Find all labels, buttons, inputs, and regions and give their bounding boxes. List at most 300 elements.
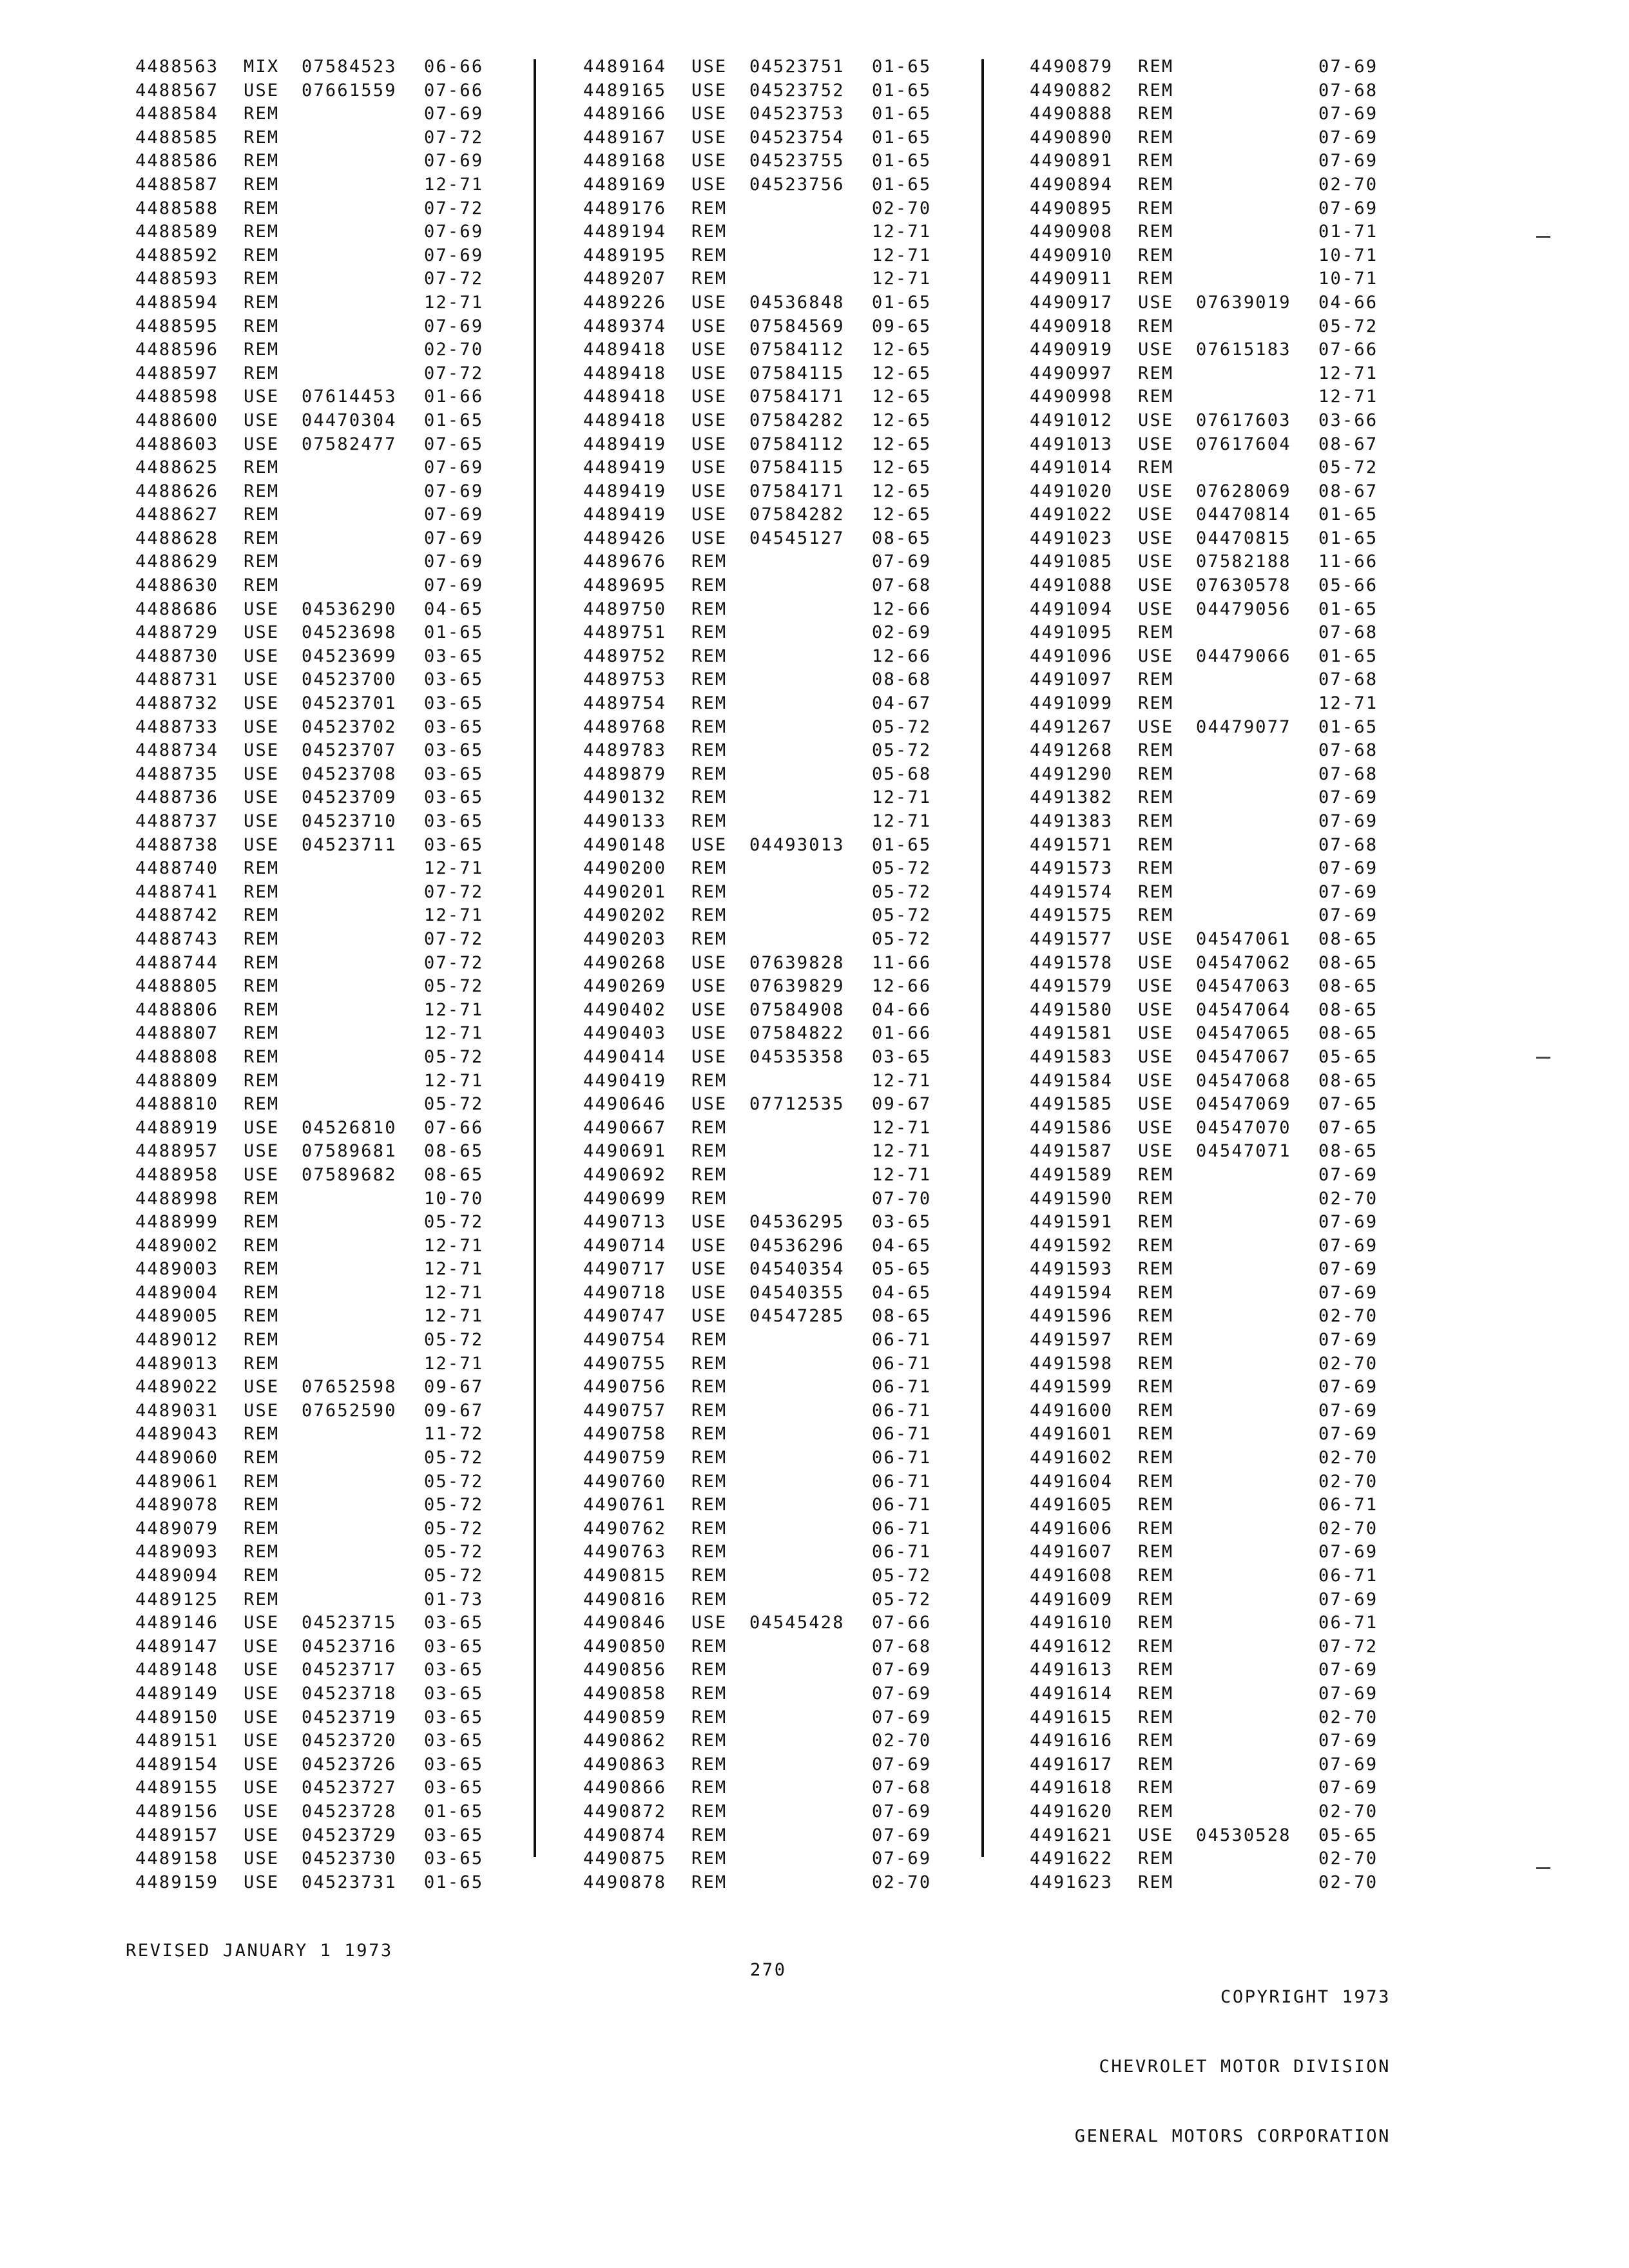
part-number: 4490919 [1030,340,1113,360]
table-row [1030,385,1389,409]
action-code: REM [691,1801,728,1821]
part-number: 4489418 [583,410,667,430]
part-number: 4490846 [583,1613,667,1633]
replacement-part-number: 07652598 [302,1377,397,1398]
table-row [135,503,495,527]
table-row [135,433,495,457]
effective-date: 12-66 [872,976,932,997]
action-code: REM [1138,1683,1174,1704]
effective-date: 07-66 [1318,340,1378,360]
effective-date: 12-71 [424,1023,484,1044]
part-number: 4489003 [135,1259,219,1280]
table-row [135,975,495,999]
part-number: 4490755 [583,1353,667,1374]
action-code: REM [244,1495,280,1515]
part-number: 4489752 [583,646,667,666]
table-row [583,1211,943,1235]
replacement-part-number: 04470814 [1196,505,1291,525]
part-number: 4491591 [1030,1212,1113,1233]
parts-column-2 [583,55,943,1894]
effective-date: 07-69 [1318,1259,1378,1280]
replacement-part-number: 04547065 [1196,1023,1291,1044]
part-number: 4489176 [583,198,667,218]
replacement-part-number: 07584282 [749,410,845,430]
part-number: 4491587 [1030,1141,1113,1162]
table-row [1030,1187,1389,1211]
table-row [583,79,943,103]
part-number: 4490862 [583,1731,667,1751]
part-number: 4490863 [583,1754,667,1774]
table-row [583,173,943,197]
part-number: 4490998 [1030,387,1113,407]
part-number: 4488744 [135,952,219,973]
table-row [1030,149,1389,173]
part-number: 4490414 [583,1046,667,1067]
part-number: 4488627 [135,505,219,525]
table-row [1030,315,1389,339]
action-code: REM [1138,174,1174,195]
action-code: REM [244,1448,280,1468]
effective-date: 08-65 [872,1306,932,1327]
effective-date: 04-66 [1318,292,1378,312]
table-row [1030,1611,1389,1635]
replacement-part-number: 04523754 [749,127,845,148]
effective-date: 08-65 [1318,976,1378,997]
part-number: 4490895 [1030,198,1113,218]
part-number: 4489165 [583,80,667,101]
effective-date: 10-71 [1318,245,1378,265]
action-code: USE [1138,928,1174,949]
replacement-part-number: 04540355 [749,1282,845,1303]
table-row [135,1564,495,1588]
replacement-part-number: 04523708 [302,764,397,784]
replacement-part-number: 04523756 [749,174,845,195]
effective-date: 07-69 [424,104,484,124]
action-code: USE [244,599,280,619]
effective-date: 05-72 [424,1542,484,1562]
effective-date: 03-65 [424,1636,484,1657]
effective-date: 12-65 [872,434,932,454]
part-number: 4489419 [583,434,667,454]
action-code: REM [1138,1849,1174,1869]
part-number: 4489151 [135,1731,219,1751]
action-code: REM [244,245,280,265]
part-number: 4490691 [583,1141,667,1162]
part-number: 4488730 [135,646,219,666]
action-code: USE [244,434,280,454]
action-code: USE [244,1731,280,1751]
table-row [583,503,943,527]
action-code: USE [244,1613,280,1633]
action-code: REM [691,1707,728,1727]
effective-date: 07-69 [872,1660,932,1680]
effective-date: 01-71 [1318,222,1378,242]
scan-margin-mark [1536,1057,1550,1059]
part-number: 4488588 [135,198,219,218]
table-row [583,975,943,999]
action-code: REM [691,599,728,619]
action-code: MIX [244,57,280,77]
table-row [583,1022,943,1046]
table-row [135,857,495,881]
effective-date: 02-70 [1318,1849,1378,1869]
action-code: REM [691,787,728,808]
effective-date: 02-70 [1318,1707,1378,1727]
part-number: 4489754 [583,693,667,714]
table-row [1030,645,1389,669]
effective-date: 07-69 [1318,1424,1378,1445]
replacement-part-number: 04523752 [749,80,845,101]
effective-date: 05-72 [872,740,932,761]
action-code: REM [244,222,280,242]
effective-date: 05-72 [424,1471,484,1492]
table-row [135,1046,495,1070]
table-row [1030,79,1389,103]
action-code: REM [244,457,280,478]
part-number: 4491575 [1030,905,1113,926]
table-row [1030,1729,1389,1753]
replacement-part-number: 07582188 [1196,552,1291,572]
part-number: 4490850 [583,1636,667,1657]
effective-date: 02-69 [872,622,932,643]
replacement-part-number: 04547063 [1196,976,1291,997]
part-number: 4489676 [583,552,667,572]
table-row [135,1658,495,1682]
table-row [1030,1282,1389,1305]
action-code: USE [244,1141,280,1162]
part-number: 4490667 [583,1117,667,1138]
effective-date: 07-72 [424,881,484,902]
action-code: REM [1138,1235,1174,1256]
effective-date: 07-69 [872,1754,932,1774]
part-number: 4488600 [135,410,219,430]
table-row [135,810,495,834]
part-number: 4490879 [1030,57,1113,77]
action-code: USE [691,976,728,997]
effective-date: 12-65 [872,505,932,525]
part-number: 4488598 [135,387,219,407]
effective-date: 03-65 [424,1613,484,1633]
table-row [1030,999,1389,1023]
effective-date: 02-70 [872,198,932,218]
part-number: 4491382 [1030,787,1113,808]
effective-date: 07-69 [872,1849,932,1869]
part-number: 4491594 [1030,1282,1113,1303]
table-row [135,126,495,150]
table-row [135,716,495,740]
table-row [583,1658,943,1682]
effective-date: 05-72 [872,905,932,926]
table-row [135,1541,495,1564]
action-code: REM [244,1471,280,1492]
effective-date: 07-69 [1318,1542,1378,1562]
action-code: REM [244,104,280,124]
part-number: 4490200 [583,858,667,879]
effective-date: 02-70 [1318,174,1378,195]
table-row [1030,1140,1389,1164]
part-number: 4489169 [583,174,667,195]
effective-date: 08-65 [872,528,932,548]
action-code: USE [691,127,728,148]
effective-date: 07-72 [424,198,484,218]
effective-date: 12-71 [872,269,932,289]
replacement-part-number: 04523755 [749,151,845,171]
table-row [583,1164,943,1187]
part-number: 4489093 [135,1542,219,1562]
part-number: 4489419 [583,457,667,478]
effective-date: 06-71 [872,1353,932,1374]
table-row [583,1423,943,1446]
part-number: 4490402 [583,999,667,1020]
replacement-part-number: 07628069 [1196,481,1291,501]
part-number: 4489167 [583,127,667,148]
effective-date: 06-71 [872,1518,932,1539]
table-row [583,1541,943,1564]
part-number: 4491097 [1030,669,1113,690]
effective-date: 07-69 [424,222,484,242]
part-number: 4491583 [1030,1046,1113,1067]
effective-date: 07-69 [872,1825,932,1845]
part-number: 4489226 [583,292,667,312]
effective-date: 02-70 [1318,1188,1378,1209]
table-row [583,999,943,1023]
effective-date: 07-69 [1318,104,1378,124]
effective-date: 12-71 [424,858,484,879]
part-number: 4490872 [583,1801,667,1821]
table-row [1030,409,1389,433]
part-number: 4488742 [135,905,219,926]
table-row [1030,1352,1389,1376]
action-code: REM [691,1424,728,1445]
table-row [1030,692,1389,716]
table-row [135,1187,495,1211]
effective-date: 03-65 [424,1707,484,1727]
action-code: REM [1138,222,1174,242]
action-code: REM [244,1353,280,1374]
part-number: 4488741 [135,881,219,902]
part-number: 4491599 [1030,1377,1113,1398]
effective-date: 05-72 [424,1094,484,1115]
replacement-part-number: 04536290 [302,599,397,619]
effective-date: 07-69 [1318,1731,1378,1751]
action-code: REM [244,481,280,501]
part-number: 4491578 [1030,952,1113,973]
table-row [135,173,495,197]
replacement-part-number: 04536295 [749,1212,845,1233]
effective-date: 05-72 [1318,316,1378,336]
effective-date: 03-65 [424,669,484,690]
table-row [135,1376,495,1399]
replacement-part-number: 04547064 [1196,999,1291,1020]
table-row [135,1682,495,1706]
part-number: 4491615 [1030,1707,1113,1727]
table-row [583,857,943,881]
action-code: USE [691,1235,728,1256]
part-number: 4490269 [583,976,667,997]
action-code: REM [1138,57,1174,77]
table-row [583,1847,943,1871]
part-number: 4491574 [1030,881,1113,902]
action-code: REM [244,1212,280,1233]
action-code: REM [1138,1448,1174,1468]
action-code: REM [1138,740,1174,761]
action-code: USE [244,1778,280,1798]
effective-date: 01-65 [872,834,932,855]
table-row [1030,1329,1389,1352]
action-code: REM [691,1188,728,1209]
effective-date: 06-71 [872,1495,932,1515]
replacement-part-number: 07584282 [749,505,845,525]
effective-date: 01-73 [424,1589,484,1610]
table-row [583,1588,943,1612]
table-row [1030,1800,1389,1824]
effective-date: 08-67 [1318,434,1378,454]
effective-date: 07-70 [872,1188,932,1209]
effective-date: 08-65 [1318,1070,1378,1091]
part-number: 4488735 [135,764,219,784]
effective-date: 07-69 [1318,1754,1378,1774]
table-row [1030,1847,1389,1871]
action-code: REM [244,1046,280,1067]
effective-date: 01-65 [872,57,932,77]
replacement-part-number: 07582477 [302,434,397,454]
action-code: USE [244,669,280,690]
action-code: REM [691,575,728,596]
table-row [135,1517,495,1541]
effective-date: 12-71 [872,245,932,265]
action-code: USE [1138,340,1174,360]
table-row [135,1706,495,1730]
part-number: 4491604 [1030,1471,1113,1492]
effective-date: 12-71 [872,222,932,242]
action-code: REM [1138,1164,1174,1185]
effective-date: 07-68 [1318,740,1378,761]
effective-date: 07-65 [1318,1094,1378,1115]
column-divider-1 [534,59,536,1857]
part-number: 4490917 [1030,292,1113,312]
action-code: REM [691,881,728,902]
action-code: REM [244,976,280,997]
replacement-part-number: 04523728 [302,1801,397,1821]
table-row [583,1376,943,1399]
copyright-line: GENERAL MOTORS CORPORATION [1074,2126,1391,2146]
effective-date: 06-71 [872,1400,932,1421]
part-number: 4488806 [135,999,219,1020]
table-row [583,1753,943,1777]
replacement-part-number: 07617603 [1196,410,1291,430]
replacement-part-number: 07584115 [749,363,845,383]
part-number: 4490910 [1030,245,1113,265]
replacement-part-number: 07639019 [1196,292,1291,312]
part-number: 4491577 [1030,928,1113,949]
page-number: 270 [750,1960,787,1980]
table-row [583,1564,943,1588]
part-number: 4490856 [583,1660,667,1680]
action-code: REM [1138,1353,1174,1374]
part-number: 4491579 [1030,976,1113,997]
table-row [135,149,495,173]
table-row [135,1776,495,1800]
effective-date: 01-65 [1318,646,1378,666]
part-number: 4488810 [135,1094,219,1115]
table-row [1030,550,1389,574]
part-number: 4488567 [135,80,219,101]
part-number: 4489157 [135,1825,219,1845]
effective-date: 06-71 [1318,1613,1378,1633]
part-number: 4489418 [583,387,667,407]
action-code: USE [244,787,280,808]
effective-date: 07-69 [1318,127,1378,148]
replacement-part-number: 07584115 [749,457,845,478]
table-row [1030,1824,1389,1848]
action-code: USE [691,387,728,407]
effective-date: 01-65 [872,174,932,195]
action-code: REM [691,1164,728,1185]
action-code: REM [1138,1707,1174,1727]
action-code: REM [1138,1424,1174,1445]
effective-date: 07-69 [1318,787,1378,808]
action-code: USE [244,834,280,855]
action-code: REM [1138,764,1174,784]
part-number: 4490875 [583,1849,667,1869]
table-row [135,1329,495,1352]
effective-date: 07-69 [1318,1330,1378,1350]
replacement-part-number: 07652590 [302,1400,397,1421]
part-number: 4490201 [583,881,667,902]
part-number: 4489753 [583,669,667,690]
table-row [1030,928,1389,952]
effective-date: 03-66 [1318,410,1378,430]
action-code: REM [1138,1330,1174,1350]
effective-date: 03-65 [424,811,484,831]
effective-date: 01-65 [1318,599,1378,619]
action-code: REM [1138,669,1174,690]
action-code: REM [691,1141,728,1162]
effective-date: 05-72 [424,1046,484,1067]
effective-date: 02-70 [1318,1518,1378,1539]
action-code: USE [244,740,280,761]
part-number: 4490203 [583,928,667,949]
effective-date: 07-69 [424,481,484,501]
replacement-part-number: 07584171 [749,481,845,501]
action-code: REM [1138,1542,1174,1562]
table-row [135,1847,495,1871]
action-code: REM [691,1070,728,1091]
replacement-part-number: 07661559 [302,80,397,101]
part-number: 4489125 [135,1589,219,1610]
action-code: REM [691,269,728,289]
table-row [1030,716,1389,740]
action-code: USE [244,1636,280,1657]
effective-date: 12-66 [872,599,932,619]
effective-date: 07-69 [1318,1235,1378,1256]
part-number: 4488809 [135,1070,219,1091]
part-number: 4488597 [135,363,219,383]
effective-date: 06-71 [872,1424,932,1445]
effective-date: 12-71 [872,1117,932,1138]
effective-date: 08-65 [1318,999,1378,1020]
part-number: 4491612 [1030,1636,1113,1657]
table-row [583,786,943,810]
table-row [1030,1305,1389,1329]
action-code: USE [691,410,728,430]
effective-date: 07-69 [424,245,484,265]
action-code: REM [1138,693,1174,714]
part-number: 4489158 [135,1849,219,1869]
part-number: 4488732 [135,693,219,714]
replacement-part-number: 04479077 [1196,716,1291,737]
table-row [135,1070,495,1093]
